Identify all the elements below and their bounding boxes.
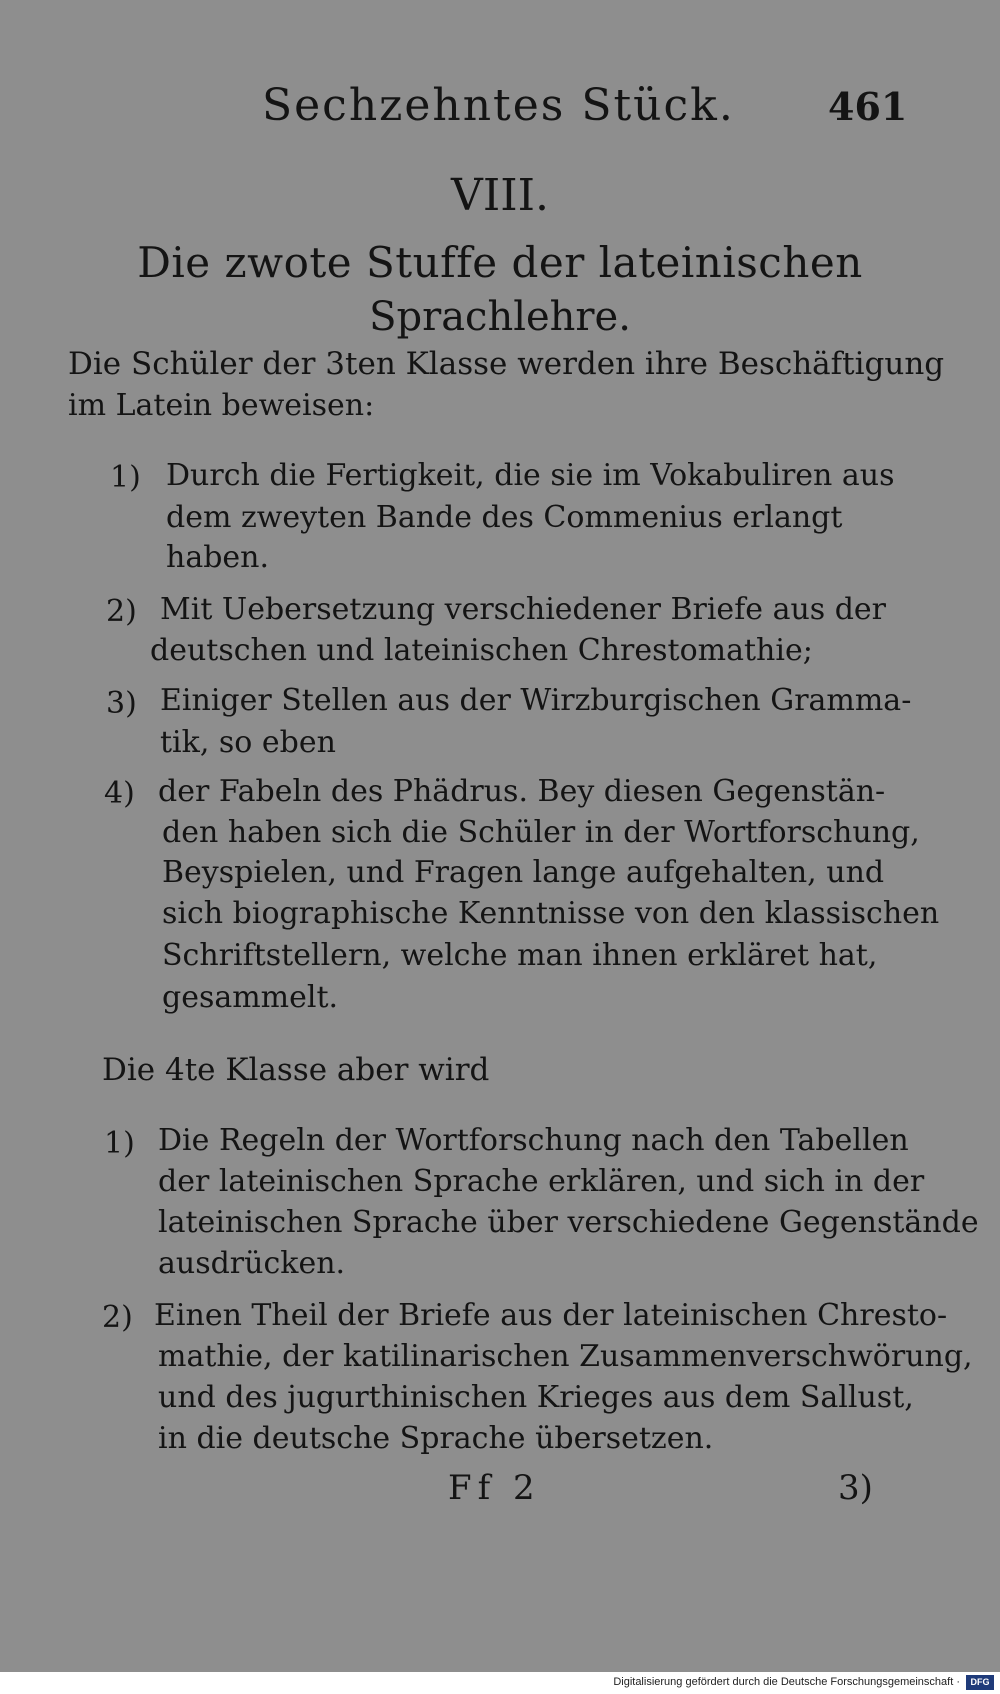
list-a-item-2-line-2: deutschen und lateinischen Chrestomathie; <box>150 633 813 668</box>
list-b-item-2-line-3: und des jugurthinischen Krieges aus dem Sallust, <box>158 1380 914 1415</box>
fourth-class-heading: Die 4te Klasse aber wird <box>102 1052 490 1088</box>
chapter-title-line-2: Sprachlehre. <box>369 294 631 340</box>
list-a-item-4-line-5: Schriftstellern, welche man ihnen erkläret hat, <box>162 938 878 973</box>
list-b-item-1-line-1: Die Regeln der Wortforschung nach den Tabellen <box>158 1123 909 1158</box>
signature-mark: Ff 2 <box>448 1468 541 1508</box>
list-b-item-1-line-4: ausdrücken. <box>158 1246 346 1281</box>
dfg-logo: DFG <box>966 1675 994 1690</box>
list-b-item-2-line-4: in die deutsche Sprache übersetzen. <box>158 1421 714 1456</box>
list-b-item-2-line-2: mathie, der katilinarischen Zusammenverschwörung, <box>158 1339 973 1374</box>
chapter-title-line-1: Die zwote Stuffe der lateinischen <box>137 238 863 287</box>
list-a-item-4-line-6: gesammelt. <box>162 980 339 1015</box>
page-number: 461 <box>828 84 908 129</box>
list-a-item-3-line-1: Einiger Stellen aus der Wirzburgischen Gramma- <box>160 683 912 718</box>
list-a-item-4-line-1: der Fabeln des Phädrus. Bey diesen Gegenstän- <box>158 774 886 809</box>
list-a-item-4-line-2: den haben sich die Schüler in der Wortforschung, <box>162 815 920 850</box>
list-a-item-1-line-1: Durch die Fertigkeit, die sie im Vokabuliren aus <box>166 458 895 493</box>
section-number: VIII. <box>451 170 549 221</box>
list-a-item-1-number: 1) <box>110 460 141 495</box>
list-a-item-4-number: 4) <box>104 776 135 811</box>
list-b-item-2-line-1: Einen Theil der Briefe aus der lateinischen Chresto- <box>154 1298 948 1333</box>
list-a-item-2-line-1: Mit Uebersetzung verschiedener Briefe aus der <box>160 592 887 627</box>
list-a-item-4-line-4: sich biographische Kenntnisse von den klassischen <box>162 896 940 931</box>
list-b-item-1-number: 1) <box>104 1126 135 1161</box>
digitization-credit-bar <box>0 1672 1000 1694</box>
list-b-item-2-number: 2) <box>102 1300 133 1335</box>
dfg-credit-text: Digitalisierung gefördert durch die Deutsche Forschungsgemeinschaft · <box>613 1676 960 1688</box>
list-a-item-4-line-3: Beyspielen, und Fragen lange aufgehalten, und <box>162 855 885 890</box>
list-a-item-3-line-2: tik, so eben <box>160 725 336 760</box>
list-b-item-1-line-2: der lateinischen Sprache erklären, und sich in der <box>158 1164 925 1199</box>
intro-line-2: im Latein beweisen: <box>68 388 375 423</box>
list-a-item-1-line-2: dem zweyten Bande des Commenius erlangt <box>166 500 843 535</box>
list-b-item-1-line-3: lateinischen Sprache über verschiedene Gegenstände <box>158 1205 979 1240</box>
list-a-item-1-line-3: haben. <box>166 540 270 575</box>
catchword: 3) <box>838 1468 873 1508</box>
list-a-item-2-number: 2) <box>106 594 137 629</box>
list-a-item-3-number: 3) <box>106 686 137 721</box>
intro-line-1: Die Schüler der 3ten Klasse werden ihre Beschäftigung <box>68 346 945 382</box>
running-head: Sechzehntes Stück. <box>262 80 735 131</box>
